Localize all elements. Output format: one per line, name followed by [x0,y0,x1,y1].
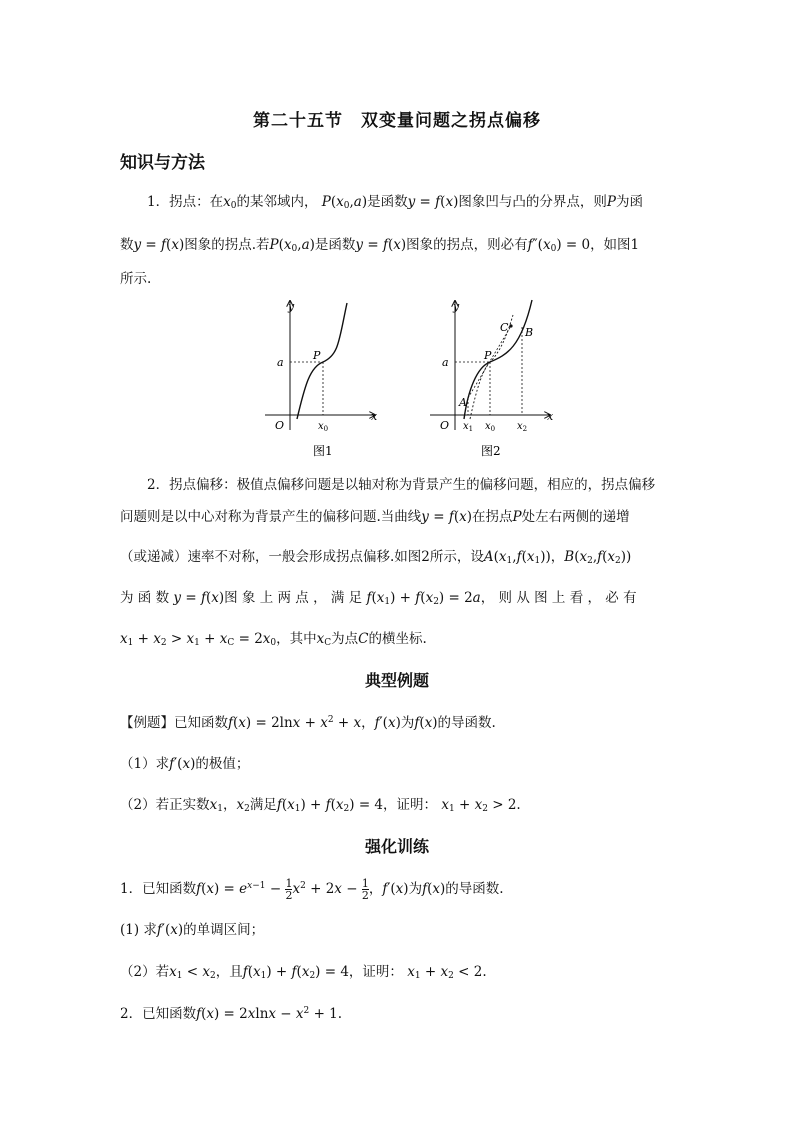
figure-2 [430,300,554,458]
paragraph-2-line-4: 为 函 数 y = f(x)图 象 上 两 点 ， 满 足 $f(x_1) + f(x_2) = 2a$， 则 从 图 上 看 ， 必 有 [120,590,637,607]
paragraph-2-line-2: 问题则是以中心对称为背景产生的偏移问题.当曲线y = f(x)在拐点P处左右两侧的递增 [120,509,630,525]
section-heading-knowledge: 知识与方法 [120,153,205,173]
fig1-curve [297,303,347,419]
training-2-statement: 2．已知函数$f(x) = 2xlnx - x^2 + 1$. [120,1006,343,1022]
fig2-a-label: a [442,356,449,369]
paragraph-1-line-3: 所示. [120,271,152,287]
fig2-x-label: x [547,410,554,423]
inflection-figures [255,295,565,465]
fig2-B-label: B [525,326,534,339]
paragraph-2-line-5: $x_1 + x_2 > x_1 + x_C = 2x_0$，其中$x_C$为点C的横坐标. [120,631,427,648]
paragraph-1-line-1: 1．拐点：在$x_0$的某邻域内， $P(x_0,a)$是函数y = f(x)图象凹与凸的分界点，则P为函 [147,194,643,211]
fig2-P-label: P [484,349,492,362]
fig2-origin-label: O [440,419,450,432]
fig2-y-label: y [453,300,460,313]
paragraph-1-line-2: 数y = f(x)图象的拐点.若$P(x_0,a)$是函数y = f(x)图象的拐点，则必有$f''(x_0) = 0$，如图1 [120,237,640,254]
fig1-x0-label: $x_0$ [318,421,329,433]
example-question-2: （2）若正实数$x_1$，$x_2$满足$f(x_1) + f(x_2) = 4$，证明： $x_1 + x_2 > 2$. [120,797,521,814]
section-heading-example: 典型例题 [364,671,429,690]
fig1-origin-label: O [275,419,285,432]
section-heading-training: 强化训练 [364,837,429,856]
fig2-point-C [509,324,512,327]
fig2-A-label: A [459,396,467,409]
fig2-caption: 图2 [481,444,501,458]
page-title: 第二十五节 双变量问题之拐点偏移 [253,111,541,131]
training-1-question-2: （2）若$x_1 < x_2$，且$f(x_1) + f(x_2) = 4$，证明： $x_1 + x_2 < 2$. [120,964,487,981]
fig1-P-label: P [313,349,321,362]
figure-1 [265,300,378,458]
paragraph-2-line-1: 2．拐点偏移：极值点偏移问题是以轴对称为背景产生的偏移问题，相应的，拐点偏移 [147,477,656,493]
training-1-statement: 1．已知函数$f(x) = e^{x-1}$ − $\frac{1}{2}$ $x^2 + 2x$ − $\frac{1}{2}$ ，f′(x)为f(x)的导函数. [120,877,504,902]
example-question-1: （1）求f′(x)的极值； [120,756,250,772]
fig1-y-label: y [288,300,295,313]
fig1-a-label: a [277,356,284,369]
fig1-x-label: x [371,410,378,423]
example-statement: 【例题】已知函数$f(x) = 2\ln x + x^2 + x$，f′(x)为f(x)的导函数. [120,715,496,731]
fig1-caption: 图1 [313,444,333,458]
paragraph-2-line-3: （或递减）速率不对称，一般会形成拐点偏移.如图2所示，设$A(x_1,f(x_1))$，$B(x_2,f(x_2))$ [120,549,632,566]
fig2-C-label: C [500,321,509,334]
training-1-question-1: (1) 求f′(x)的单调区间； [120,922,265,938]
fig2-x0-label: $x_0$ [485,421,496,433]
fig2-x1-label: $x_1$ [463,421,474,433]
fig2-x2-label: $x_2$ [517,421,528,433]
